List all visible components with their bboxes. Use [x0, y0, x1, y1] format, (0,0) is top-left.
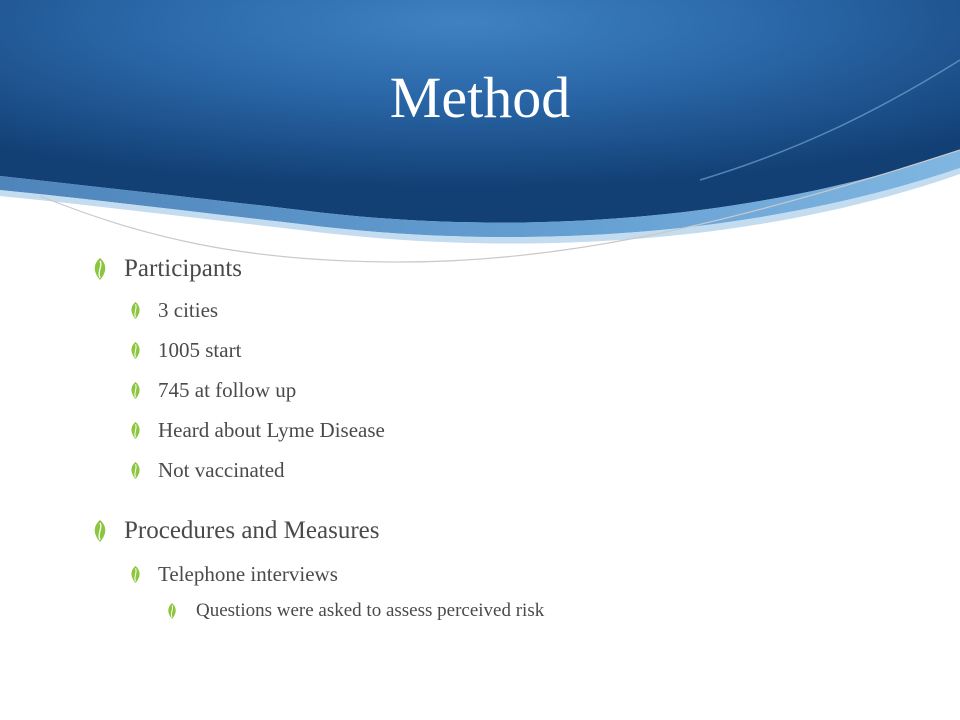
leaf-icon [126, 382, 144, 399]
bullet-participants [90, 253, 242, 285]
leaf-icon [126, 462, 144, 479]
bullet-label: Heard about Lyme Disease [158, 417, 385, 442]
bullet-label: Procedures and Measures [124, 517, 380, 544]
bullet-1005-start [126, 336, 241, 364]
leaf-icon [126, 422, 144, 439]
leaf-icon [126, 342, 144, 359]
bullet-not-vaccinated [126, 456, 285, 484]
leaf-icon [126, 566, 144, 583]
leaf-icon [126, 302, 144, 319]
leaf-icon [164, 603, 180, 619]
leaf-icon [90, 258, 110, 280]
bullet-3-cities [126, 296, 218, 324]
bullet-label: Questions were asked to assess perceived risk [196, 600, 545, 621]
bullet-745-follow-up [126, 376, 296, 404]
bullet-heard-about-lyme [126, 416, 385, 444]
bullet-procedures-measures [90, 515, 379, 547]
bullet-label: Participants [124, 255, 243, 282]
bullet-label: 3 cities [158, 297, 219, 322]
bullet-label: Telephone interviews [158, 561, 338, 586]
slide-title: Method [389, 65, 571, 130]
bullet-telephone-interviews [126, 560, 338, 588]
bullet-label: 1005 start [158, 337, 242, 362]
bullet-label: Not vaccinated [158, 457, 285, 482]
bullet-questions-perceived-risk [164, 598, 544, 624]
leaf-icon [90, 520, 110, 542]
bullet-label: 745 at follow up [158, 377, 297, 402]
